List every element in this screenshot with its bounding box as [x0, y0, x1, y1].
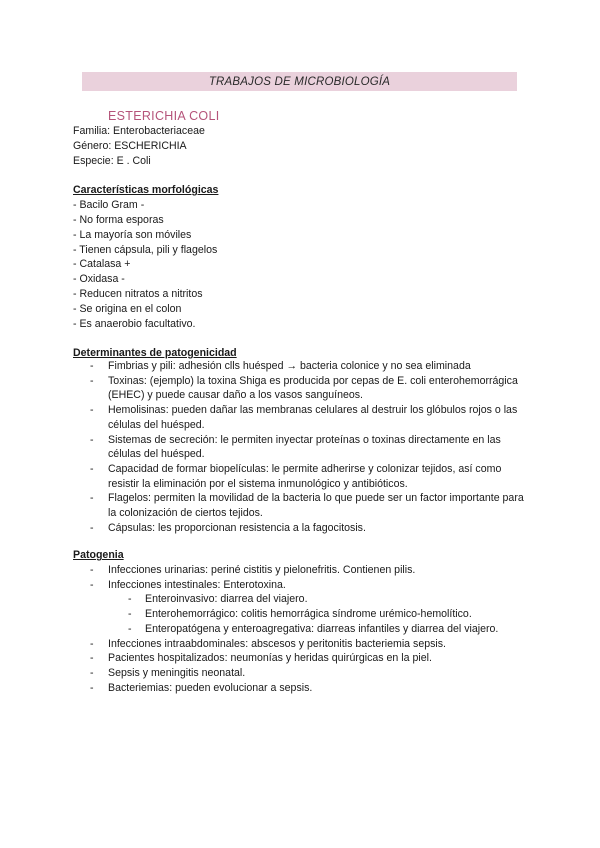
- banner-title: TRABAJOS DE MICROBIOLOGÍA: [208, 76, 391, 88]
- sub-list-item: - Enteropatógena y enteroagregativa: diarreas infantiles y diarrea del viajero.: [73, 622, 533, 637]
- morfologia-item: - Tienen cápsula, pili y flagelos: [73, 244, 218, 256]
- morfologia-item: - Catalasa +: [73, 258, 131, 270]
- list-item: - Toxinas: (ejemplo) la toxina Shiga es producida por cepas de E. coli enterohemorrágica (EHEC) y puede causar daño a los vasos sanguíneos.: [73, 374, 533, 403]
- morfologia-heading: Características morfológicas: [73, 184, 219, 196]
- organism-title: ESTERICHIA COLI: [108, 109, 220, 123]
- familia-line: Familia: Enterobacteriaceae: [73, 125, 205, 137]
- list-item: - Infecciones urinarias: periné cistitis y pielonefritis. Contienen pilis.: [73, 563, 533, 578]
- list-item: - Bacteriemias: pueden evolucionar a sepsis.: [73, 681, 533, 696]
- especie-line: Especie: E . Coli: [73, 155, 151, 167]
- header-banner: [82, 72, 517, 91]
- morfologia-item: - Reducen nitratos a nitritos: [73, 288, 203, 300]
- list-item: - Sistemas de secreción: le permiten inyectar proteínas o toxinas directamente en las células del huésped.: [73, 433, 533, 462]
- sub-list-item: - Enterohemorrágico: colitis hemorrágica síndrome urémico-hemolítico.: [73, 607, 533, 622]
- morfologia-item: - Se origina en el colon: [73, 303, 182, 315]
- sub-list-item: - Enteroinvasivo: diarrea del viajero.: [73, 592, 533, 607]
- genero-line: Género: ESCHERICHIA: [73, 140, 187, 152]
- list-item: - Infecciones intestinales: Enterotoxina.: [73, 578, 533, 593]
- list-item: - Sepsis y meningitis neonatal.: [73, 666, 533, 681]
- morfologia-item: - La mayoría son móviles: [73, 229, 192, 241]
- morfologia-item: - No forma esporas: [73, 214, 164, 226]
- morfologia-item: - Oxidasa -: [73, 273, 125, 285]
- list-item: - Fimbrias y pili: adhesión clls huésped → bacteria colonice y no sea eliminada: [73, 359, 533, 374]
- list-item: - Pacientes hospitalizados: neumonías y heridas quirúrgicas en la piel.: [73, 651, 533, 666]
- list-item: - Cápsulas: les proporcionan resistencia a la fagocitosis.: [73, 521, 533, 536]
- morfologia-item: - Bacilo Gram -: [73, 199, 145, 211]
- patogenicidad-list: [73, 359, 533, 535]
- list-item: - Capacidad de formar biopelículas: le permite adherirse y colonizar tejidos, así como resistir la eliminación por el sistema inmunológico y antibióticos.: [73, 462, 533, 491]
- patogenia-list: [73, 563, 533, 695]
- list-item: - Hemolisinas: pueden dañar las membranas celulares al destruir los glóbulos rojos o las células del huésped.: [73, 403, 533, 432]
- list-item: - Flagelos: permiten la movilidad de la bacteria lo que puede ser un factor importante para la colonización de ciertos tejidos.: [73, 491, 533, 520]
- morfologia-item: - Es anaerobio facultativo.: [73, 318, 196, 330]
- patogenicidad-heading: Determinantes de patogenicidad: [73, 347, 237, 359]
- patogenia-heading: Patogenia: [73, 549, 124, 561]
- list-item: - Infecciones intraabdominales: abscesos y peritonitis bacteriemia sepsis.: [73, 637, 533, 652]
